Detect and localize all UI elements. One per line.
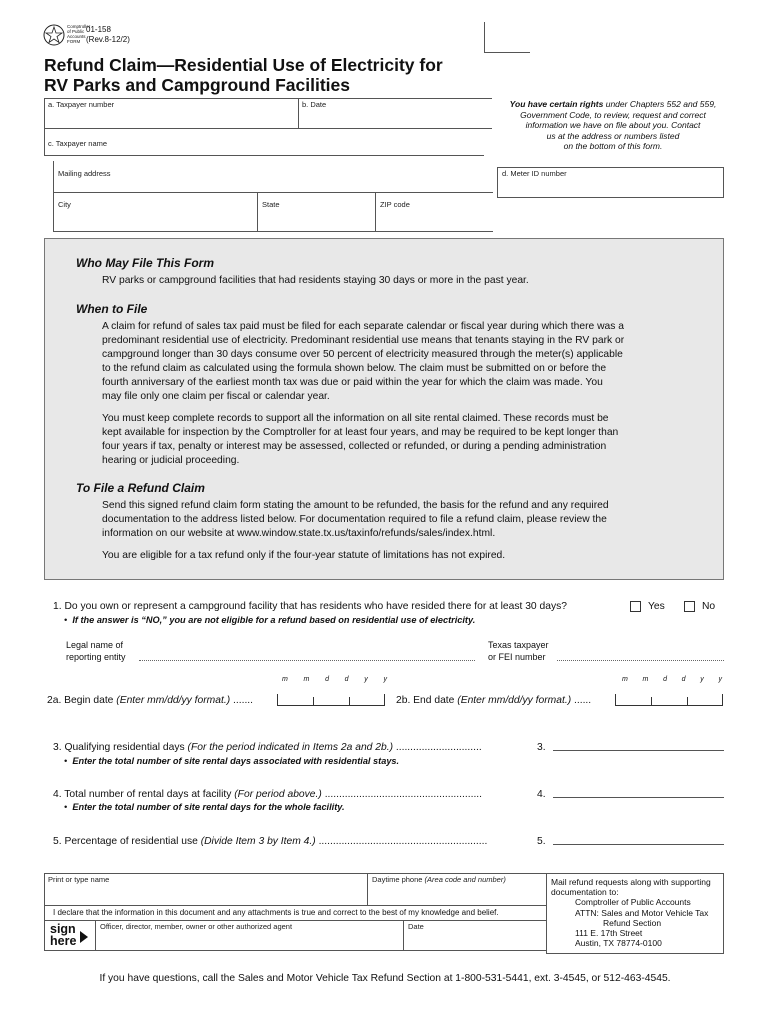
when-heading: When to File (76, 302, 148, 316)
yes-checkbox[interactable] (630, 601, 641, 612)
item-5-label: 5. Percentage of residential use (Divide Item 3 by Item 4.) ........................................................... (53, 836, 488, 847)
item-5-number: 5. (537, 836, 546, 847)
begin-date-format: m m d d y y (282, 676, 387, 683)
begin-date-label: 2a. Begin date (Enter mm/dd/yy format.) ....... (47, 695, 254, 706)
agency-seal-icon (43, 24, 65, 46)
question-1-note: • If the answer is “NO,” you are not eligible for a refund based on residential use of electricity. (64, 615, 476, 625)
mailing-address-line (53, 192, 493, 193)
no-label: No (702, 601, 716, 612)
form-revision: (Rev.8-12/2) (86, 35, 130, 44)
item-5-input[interactable] (553, 844, 724, 845)
declaration-text: I declare that the information in this document and any attachments is true and correct to the best of my knowledge and belief. (53, 908, 499, 917)
sign-divider (95, 920, 96, 950)
zip-field[interactable]: ZIP code (380, 200, 410, 209)
item-4-note: • Enter the total number of site rental days for the whole facility. (64, 802, 345, 812)
sign-arrow-icon (80, 930, 88, 948)
sign-here-label: sign here (50, 922, 77, 948)
who-text: RV parks or campground facilities that had residents staying 30 days or more in the past year. (102, 275, 529, 286)
name-phone-divider (367, 873, 368, 905)
form-title: Refund Claim—Residential Use of Electricity for RV Parks and Campground Facilities (44, 55, 443, 95)
taxpayer-number-field[interactable]: a. Taxpayer number (48, 100, 115, 109)
sign-block-top (44, 873, 546, 874)
item-4-number: 4. (537, 789, 546, 800)
item-3-number: 3. (537, 742, 546, 753)
who-heading: Who May File This Form (76, 256, 215, 270)
mailing-address-field[interactable]: Mailing address (58, 169, 111, 178)
end-date-format: m m d d y y (622, 676, 722, 683)
fei-label: Texas taxpayer or FEI number (488, 640, 549, 662)
officer-signature-field[interactable]: Officer, director, member, owner or other authorized agent (100, 922, 293, 931)
fei-number-field[interactable] (557, 660, 724, 661)
fields-left-border (44, 98, 45, 155)
city-field[interactable]: City (58, 200, 71, 209)
end-date-input[interactable] (615, 694, 723, 706)
meter-id-label: d. Meter ID number (502, 169, 567, 178)
mailing-instructions: Mail refund requests along with supporting documentation to: Comptroller of Public Accounts ATTN: Sales and Motor Vehicle Tax Refund Section 111 E. 17th Street Austin, TX 78774-0100 (546, 873, 724, 954)
item-4-input[interactable] (553, 797, 724, 798)
signature-date-field[interactable]: Date (408, 922, 424, 931)
signature-date-divider (403, 920, 404, 950)
begin-date-input[interactable] (277, 694, 385, 706)
city-state-divider (257, 192, 258, 231)
file-heading: To File a Refund Claim (76, 481, 205, 495)
fields-row-border (44, 128, 492, 129)
phone-field[interactable]: Daytime phone (Area code and number) (372, 875, 506, 884)
question-1: 1. Do you own or represent a campground facility that has residents who have resided there for at least 30 days? (53, 601, 567, 612)
fields-divider (298, 98, 299, 128)
address-bottom-line (53, 231, 493, 232)
taxpayer-name-field[interactable]: c. Taxpayer name (48, 139, 108, 148)
declaration-border (44, 920, 546, 921)
legal-name-label: Legal name of reporting entity (66, 640, 126, 662)
when-text: A claim for refund of sales tax paid must be filed for each separate calendar or fiscal year during which there was a predominant residential use of electricity. Predominant residential use means that tenants staying in the RV park or campground longer than 30 days consume over 50 percent of electricity measured through the meter(s) applicable to the refund claim as calculated using the formula shown below. The claim must be submitted on or before the fourth anniversary of the earliest month tax was due or paid within the year for which the claim was made. You may file only one claim per fiscal or calendar year. (102, 321, 625, 402)
meter-id-field[interactable] (497, 167, 724, 198)
yes-label: Yes (648, 601, 665, 612)
item-3-note: • Enter the total number of site rental days associated with residential stays. (64, 756, 400, 766)
state-zip-divider (375, 192, 376, 231)
taxpayer-name-line (44, 155, 484, 156)
agency-name: Comptroller of Public Accounts FORM (67, 24, 91, 44)
contact-footer: If you have questions, call the Sales and Motor Vehicle Tax Refund Section at 1-800-531-5441, ext. 3-4545, or 512-463-4545. (99, 973, 671, 984)
item-3-input[interactable] (553, 750, 724, 751)
mailing-left-border (53, 161, 54, 231)
print-name-field[interactable]: Print or type name (48, 875, 110, 884)
item-3-label: 3. Qualifying residential days (For the period indicated in Items 2a and 2b.) .............................. (53, 742, 482, 753)
name-row-border (44, 905, 546, 906)
fields-top-border (44, 98, 492, 99)
item-4-label: 4. Total number of rental days at facility (For period above.) ....................................................... (53, 789, 483, 800)
sign-block-bottom (44, 950, 546, 951)
corner-mark-base (484, 52, 530, 53)
end-date-label: 2b. End date (Enter mm/dd/yy format.) ...... (396, 695, 592, 706)
privacy-notice: You have certain rights under Chapters 552 and 559, Government Code, to review, request and correct information we have on file about you. Contact us at the address or numbers listed on the bottom of this form. (509, 99, 717, 151)
eligibility-text: You are eligible for a tax refund only if the four-year statute of limitations has not expired. (102, 550, 506, 561)
file-text: Send this signed refund claim form stating the amount to be refunded, the basis for the refund and any required documentation to the address listed below. For documentation required to file a refund claim, please review the information on our website at www.window.state.tx.us/taxinfo/refunds/sales/index.html. (102, 500, 609, 539)
form-number: 01-158 (86, 25, 111, 34)
corner-mark (484, 22, 485, 52)
sign-block-left (44, 873, 45, 950)
no-checkbox[interactable] (684, 601, 695, 612)
legal-name-field[interactable] (139, 660, 475, 661)
state-field[interactable]: State (262, 200, 280, 209)
date-field[interactable]: b. Date (302, 100, 327, 109)
records-text: You must keep complete records to support all the information on all site rental claimed. These records must be kept available for inspection by the Comptroller for at least four years, and may be required to be kept longer than four years if tax, penalty or interest may be assessed, collected or refunded, or during a pending administration hearing or judicial proceeding. (102, 413, 619, 466)
